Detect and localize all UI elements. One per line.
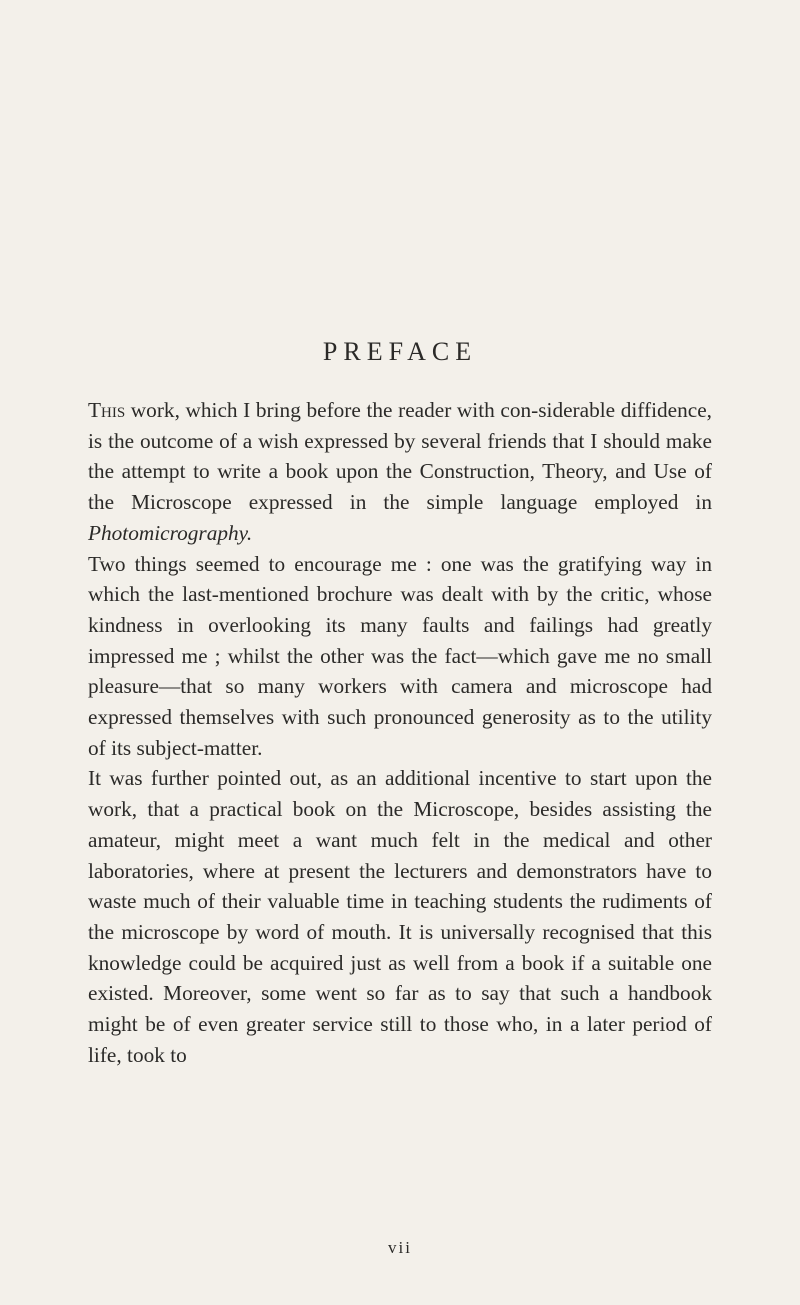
preface-body: [88, 395, 712, 1070]
paragraph-2: Two things seemed to encourage me : one was the gratifying way in which the last-mentioned brochure was dealt with by the critic, whose kindness in overlooking its many faults and failings had greatly impressed me ; whilst the other was the fact—which gave me no small pleasure—that so many workers with camera and microscope had expressed themselves with such pronounced generosity as to the utility of its subject-matter.: [88, 551, 712, 760]
page-number: vii: [388, 1238, 412, 1257]
paragraph-1-lead: This: [88, 398, 126, 422]
paragraph-3: It was further pointed out, as an additional incentive to start upon the work, that a practical book on the Microscope, besides assisting the amateur, might meet a want much felt in the medical and other laboratories, where at present the lecturers and demonstrators have to waste much of their valuable time in teaching students the rudiments of the microscope by word of mouth. It is universally recognised that this knowledge could be acquired just as well from a book if a suitable one existed. Moreover, some went so far as to say that such a handbook might be of even greater service still to those who, in a later period of life, took to: [88, 766, 712, 1067]
paragraph-1-text: work, which I bring before the reader with con-siderable diffidence, is the outcome of a wish expressed by several friends that I should make the attempt to write a book upon the Construction, Theory, and Use of the Microscope expressed in the simple language employed in: [88, 398, 712, 515]
page-title: PREFACE: [322, 337, 478, 366]
paragraph-1: [88, 395, 712, 549]
book-title-italic: Photomicrography.: [88, 520, 253, 545]
